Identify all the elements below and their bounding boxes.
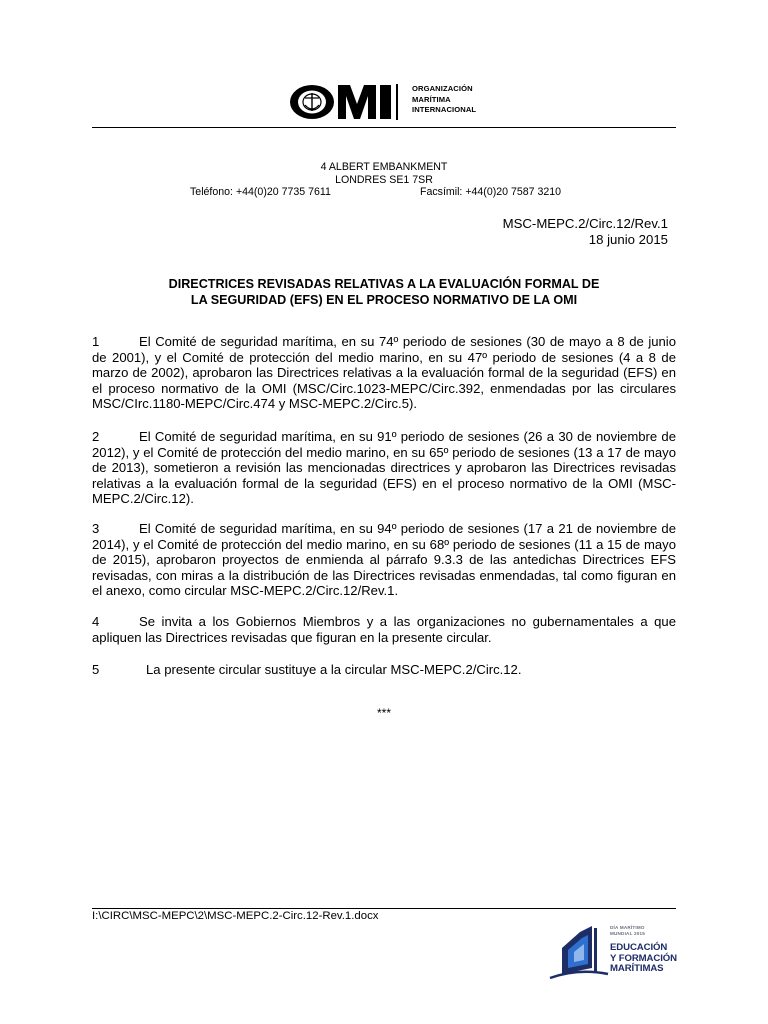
file-path: I:\CIRC\MSC-MEPC\2\MSC-MEPC.2-Circ.12-Rev.1.docx — [92, 910, 379, 922]
paragraph-text: El Comité de seguridad marítima, en su 91º periodo de sesiones (26 a 30 de noviembre de 2012), y el Comité de protección del medio marino, en su 65º periodo de sesiones (13 a 17 de mayo de 2013), sometieron a revisión las mencionadas directrices y aprobaron las Directrices revisadas relativas a la evaluación formal de la seguridad (EFS) en el proceso normativo de la OMI (MSC-MEPC.2/Circ.12). — [92, 429, 676, 507]
title-line-2: LA SEGURIDAD (EFS) EN EL PROCESO NORMATIVO DE LA OMI — [190, 292, 578, 307]
reference-code: MSC-MEPC.2/Circ.12/Rev.1 — [502, 216, 668, 231]
badge-caption-line-1: DÍA MARÍTIMO — [610, 925, 645, 930]
fax-number: Facsímil: +44(0)20 7587 3210 — [420, 186, 562, 198]
org-line-3: INTERNACIONAL — [412, 105, 477, 115]
paragraph-number: 4 — [92, 614, 100, 629]
section-separator: *** — [376, 706, 391, 720]
footer-divider — [92, 908, 676, 909]
paragraph-number: 5 — [92, 662, 100, 677]
paragraph-1 — [92, 334, 676, 412]
badge-caption-line-2: MUNDIAL 2015 — [610, 930, 645, 936]
paragraph-text: Se invita a los Gobiernos Miembros y a las organizaciones no gubernamentales a que apliquen las Directrices revisadas que figuran en la presente circular. — [92, 614, 676, 645]
reference-date: 18 junio 2015 — [588, 231, 668, 247]
document-reference — [503, 216, 668, 247]
paragraph-text: El Comité de seguridad marítima, en su 74º periodo de sesiones (30 de mayo a 8 de junio de 2001), y el Comité de protección del medio marino, en su 47º periodo de sesiones (4 a 8 de marzo de 2002), aprobaron las Directrices relativas a la evaluación formal de la seguridad (EFS) en el proceso normativo de la OMI (MSC/Circ.1023-MEPC/Circ.392, enmendadas por las circulares MSC/CIrc.1180-MEPC/Circ.474 y MSC-MEPC.2/Circ.5). — [92, 334, 676, 412]
paragraph-number: 2 — [92, 429, 100, 444]
organization-name — [412, 84, 476, 116]
paragraph-text: La presente circular sustituye a la circular MSC-MEPC.2/Circ.12. — [146, 662, 522, 677]
org-line-1: ORGANIZACIÓN — [412, 84, 473, 93]
paragraph-4 — [92, 614, 676, 645]
badge-theme-line-1: EDUCACIÓN — [610, 942, 668, 953]
contact-line — [92, 186, 676, 199]
badge-caption — [610, 925, 645, 936]
imo-logo — [288, 82, 518, 122]
badge-theme-line-2: Y FORMACIÓN — [610, 952, 677, 964]
address-city: LONDRES SE1 7SR — [335, 173, 433, 186]
title-line-1: DIRECTRICES REVISADAS RELATIVAS A LA EVALUACIÓN FORMAL DE — [168, 277, 600, 291]
paragraph-number: 3 — [92, 521, 100, 536]
paragraph-5 — [92, 662, 676, 678]
paragraph-text: El Comité de seguridad marítima, en su 94º periodo de sesiones (17 a 21 de noviembre de 2014), y el Comité de protección del medio marino, en su 68º periodo de sesiones (11 a 15 de mayo de 2015), aprobaron proyectos de enmienda al párrafo 9.3.3 de las antedichas Directrices EFS revisadas, con miras a la distribución de las Directrices revisadas enmendadas, tal como figuran en el anexo, como circular MSC-MEPC.2/Circ.12/Rev.1. — [92, 521, 676, 599]
org-line-2: MARÍTIMA — [412, 94, 451, 104]
phone-number: Teléfono: +44(0)20 7735 7611 — [190, 186, 331, 198]
header-divider — [92, 127, 676, 128]
address-block — [92, 161, 676, 199]
paragraph-3 — [92, 521, 676, 599]
address-street: 4 ALBERT EMBANKMENT — [320, 161, 448, 173]
paragraph-2 — [92, 429, 676, 507]
badge-theme-line-3: MARÍTIMAS — [610, 963, 664, 975]
document-title — [92, 277, 676, 308]
badge-theme — [610, 943, 677, 975]
paragraph-number: 1 — [92, 334, 100, 349]
